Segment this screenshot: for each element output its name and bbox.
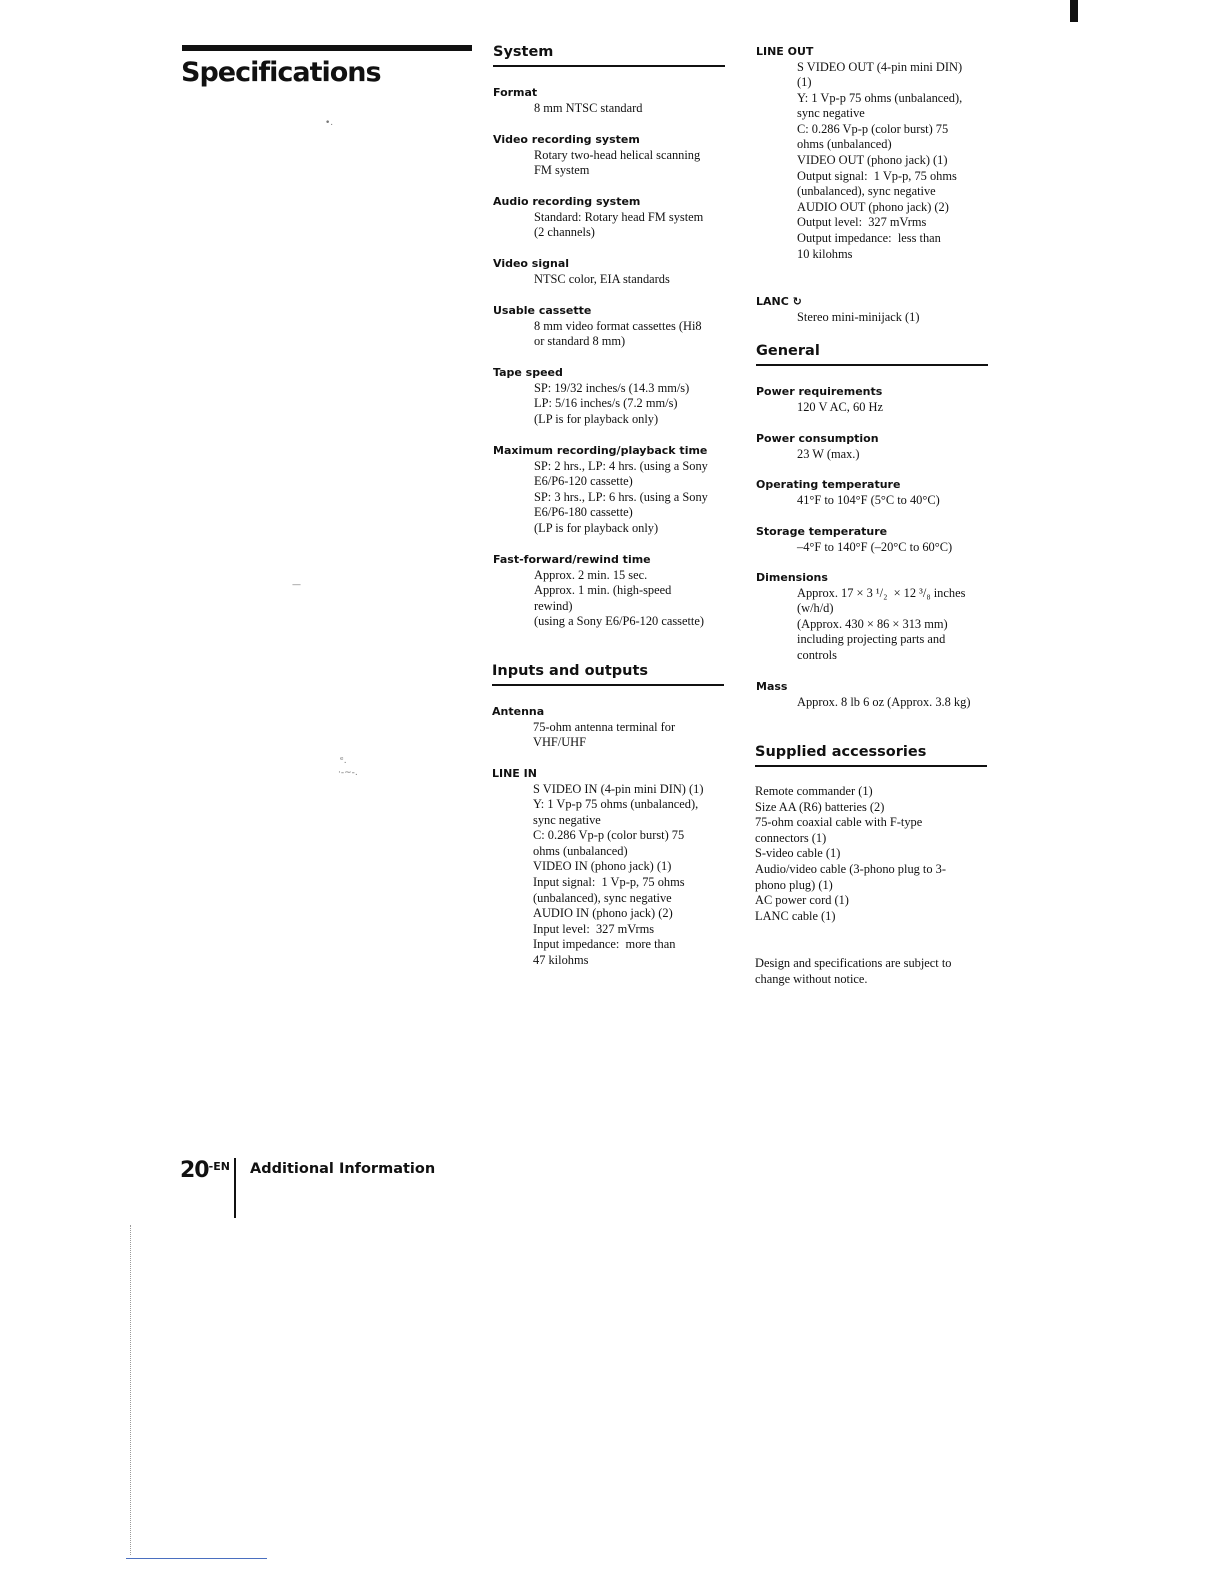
spec-label: LINE OUT (756, 45, 814, 58)
spec-value: SP: 19/32 inches/s (14.3 mm/s) LP: 5/16 inches/s (7.2 mm/s) (LP is for playback only) (534, 380, 690, 426)
spec-value: Approx. 8 lb 6 oz (Approx. 3.8 kg) (797, 694, 971, 709)
spec-dimensions (756, 570, 965, 663)
spec-value: S VIDEO IN (4-pin mini DIN) (1) Y: 1 Vp-p 75 ohms (unbalanced), sync negative C: 0.286 Vp-p (color burst) 75 ohms (unbalanced) VIDEO IN (phono jack) (1) Input signal: 1 Vp-p, 75 ohms (unbalanced), sync negative AUDIO IN (phono jack) (2) Input level: 327 mVrms Input impedance: more than 47 kilohms (533, 781, 704, 968)
spec-label-wrapper (756, 294, 920, 310)
spec-value: 8 mm NTSC standard (534, 100, 643, 115)
spec-value: Approx. 2 min. 15 sec. Approx. 1 min. (high-speed rewind) (using a Sony E6/P6-120 cassette) (534, 567, 705, 629)
spec-label: Power requirements (756, 385, 883, 398)
general-section (756, 341, 988, 366)
page-title: Specifications (181, 57, 381, 88)
spec-usable-cassette (493, 303, 702, 350)
spec-tape-speed (493, 365, 689, 427)
system-section (493, 42, 725, 67)
spec-value: –4°F to 140°F (–20°C to 60°C) (797, 539, 953, 554)
spec-operating-temperature (756, 477, 940, 508)
spec-value: NTSC color, EIA standards (534, 271, 670, 286)
spec-audio-recording-system (493, 194, 703, 241)
spec-value: Standard: Rotary head FM system (2 channels) (534, 209, 704, 240)
scan-edge-line (130, 1225, 131, 1555)
spec-label: Video recording system (493, 133, 640, 146)
spec-value: 8 mm video format cassettes (Hi8 or standard 8 mm) (534, 318, 702, 349)
spec-value: 23 W (max.) (797, 446, 860, 461)
spec-label: Dimensions (756, 571, 828, 584)
page-number-value: 20 (180, 1158, 209, 1183)
spec-label: Fast-forward/rewind time (493, 553, 651, 566)
spec-power-consumption (756, 431, 879, 462)
footer-section-title: Additional Information (250, 1161, 436, 1177)
accessories-section (755, 742, 987, 767)
title-rule (182, 45, 472, 51)
spec-label: Audio recording system (493, 195, 641, 208)
spec-value: Stereo mini-minijack (1) (797, 309, 920, 324)
page-edge-marker (1070, 0, 1078, 22)
spec-power-requirements (756, 384, 883, 415)
spec-video-recording-system (493, 132, 700, 179)
lanc-icon: ↻ (792, 295, 802, 308)
spec-label: Storage temperature (756, 525, 888, 538)
bottom-rule (126, 1558, 267, 1559)
spec-label: Antenna (492, 705, 545, 718)
spec-lanc (756, 294, 920, 325)
spec-label: Format (493, 86, 538, 99)
spec-value: 120 V AC, 60 Hz (797, 399, 883, 414)
scan-speck: ·-~-. (338, 768, 358, 778)
page-number-suffix: -EN (208, 1160, 230, 1173)
spec-line-out (756, 44, 962, 262)
spec-value: 41°F to 104°F (5°C to 40°C) (797, 492, 940, 507)
scan-speck: ᵉ. (340, 756, 347, 766)
section-heading-accessories: Supplied accessories (755, 742, 987, 767)
spec-label: Tape speed (493, 366, 563, 379)
scan-speck: •. (325, 118, 334, 128)
spec-value: Approx. 17 × 3 ¹/₂ × 12 ³/₈ inches (w/h/d) (Approx. 430 × 86 × 313 mm) including projecting parts and controls (797, 585, 966, 662)
spec-fast-forward-rewind-time (493, 552, 704, 630)
section-heading-inputs-outputs: Inputs and outputs (492, 661, 724, 686)
section-heading-system: System (493, 42, 725, 67)
spec-label: Video signal (493, 257, 570, 270)
spec-value: SP: 2 hrs., LP: 4 hrs. (using a Sony E6/P6-120 cassette) SP: 3 hrs., LP: 6 hrs. (using a Sony E6/P6-180 cassette) (LP is for playback only) (534, 458, 708, 535)
spec-storage-temperature (756, 524, 952, 555)
spec-label: Usable cassette (493, 304, 592, 317)
footer-divider (234, 1158, 236, 1218)
spec-value: 75-ohm antenna terminal for VHF/UHF (533, 719, 676, 750)
spec-label: Power consumption (756, 432, 879, 445)
scan-speck: — (292, 580, 301, 590)
accessories-list: Remote commander (1) Size AA (R6) batteries (2) 75-ohm coaxial cable with F-type connectors (1) S-video cable (1) Audio/video cable (3-phono plug to 3- phono plug) (1) AC power cord (1) LANC cable (1) (755, 784, 946, 923)
spec-format (493, 85, 642, 116)
page-number (180, 1158, 230, 1183)
inputs-outputs-section (492, 661, 724, 686)
spec-mass (756, 679, 970, 710)
section-heading-general: General (756, 341, 988, 366)
spec-value: Rotary two-head helical scanning FM system (534, 147, 701, 178)
spec-label: Maximum recording/playback time (493, 444, 708, 457)
spec-max-recording-time (493, 443, 708, 536)
spec-video-signal (493, 256, 670, 287)
spec-line-in (492, 766, 703, 969)
spec-label: Mass (756, 680, 788, 693)
spec-label: Operating temperature (756, 478, 901, 491)
spec-label: LINE IN (492, 767, 537, 780)
spec-label: LANC (756, 295, 789, 308)
specs-notice: Design and specifications are subject to change without notice. (755, 956, 952, 986)
spec-antenna (492, 704, 675, 751)
spec-value: S VIDEO OUT (4-pin mini DIN) (1) Y: 1 Vp-p 75 ohms (unbalanced), sync negative C: 0.286 Vp-p (color burst) 75 ohms (unbalanced) VIDEO OUT (phono jack) (1) Output signal: 1 Vp-p, 75 ohms (unbalanced), sync negative AUDIO OUT (phono jack) (2) Output level: 327 mVrms Output impedance: less than 10 kilohms (797, 59, 963, 261)
